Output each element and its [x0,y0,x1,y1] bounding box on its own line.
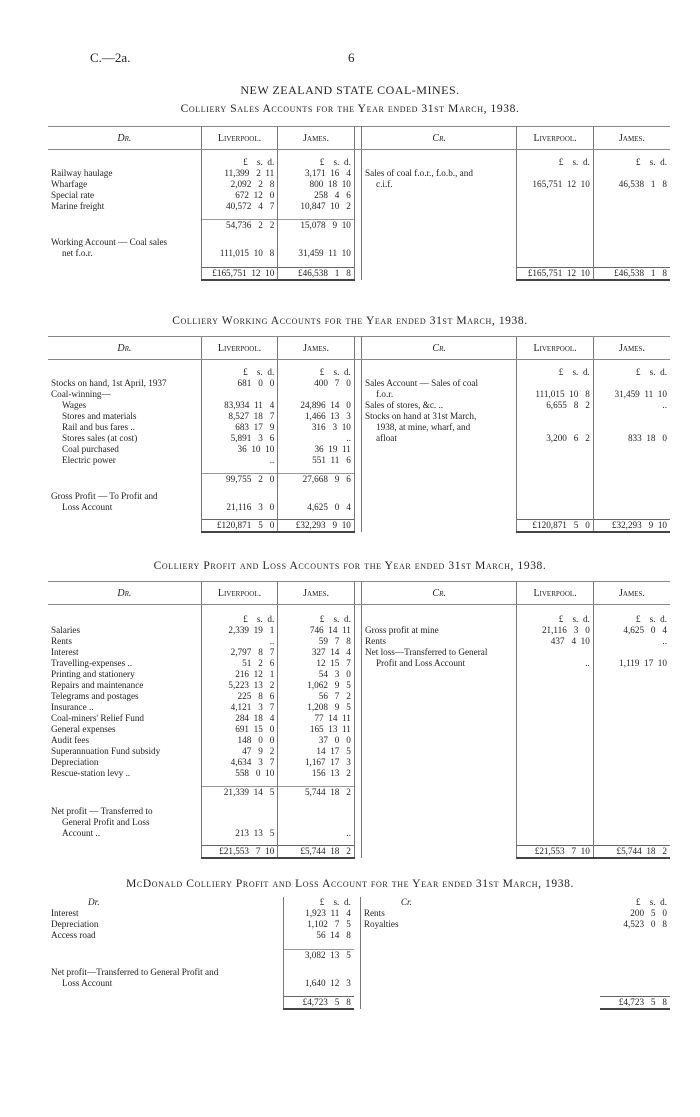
james-value: 1,119 17 10 [593,658,670,669]
liverpool-heading: Liverpool. [201,337,278,360]
james-heading: James. [278,127,355,150]
liverpool-heading: Liverpool. [201,127,278,150]
subtotal-liverpool: 54,736 2 2 [201,220,278,232]
table-row [48,669,670,680]
liverpool-value: 691 15 0 [201,724,278,735]
total-value: £4,723 5 8 [600,997,670,1010]
total-james: £46,538 1 8 [278,267,355,280]
row-label: Coal-winning— [51,388,111,399]
james-value: .. [593,636,670,647]
table-row [48,422,670,433]
row-label: Marine freight [51,200,105,211]
dr-heading: Dr. [48,127,201,150]
liverpool-value: 6,655 8 2 [517,400,594,411]
james-value: 746 14 11 [278,625,355,636]
lsd-header: £ s. d. [593,360,670,378]
james-value [593,422,670,433]
liverpool-value: 83,934 11 4 [201,400,278,411]
james-value: 400 7 0 [278,378,355,389]
table-row [48,378,670,389]
row-label: Rents [363,908,385,918]
lsd-header: £ s. d. [517,605,594,625]
table-row [48,658,670,669]
liverpool-value: .. [201,455,278,466]
row-value: 1,102 7 5 [284,919,354,930]
subtotal-liverpool: 21,339 14 5 [201,787,278,799]
james-value: .. [278,828,355,839]
row-label: 1938, at mine, wharf, and [376,421,471,432]
sales-title: Colliery Sales Accounts for the Year ended 31st March, 1938. [180,103,520,115]
liverpool-heading: Liverpool. [201,582,278,605]
total-liverpool: £120,871 5 0 [517,519,594,532]
james-heading: James. [278,337,355,360]
james-value: 59 7 8 [278,636,355,647]
lsd-header: £ s. d. [593,150,670,168]
james-value: 4,625 0 4 [593,625,670,636]
table-row [48,433,670,444]
james-value: 800 18 10 [278,179,355,190]
table-row [48,908,670,919]
liverpool-value: 437 4 10 [517,636,594,647]
table-row [48,702,670,713]
table-row [48,680,670,691]
liverpool-value: 284 18 4 [201,713,278,724]
lsd-header: £ s. d. [201,150,278,168]
james-value: 56 7 2 [278,691,355,702]
lsd-header: £ s. d. [278,605,355,625]
lsd-header: £ s. d. [278,360,355,378]
liverpool-value: 148 0 0 [201,735,278,746]
table-row [48,724,670,735]
row-label: Stocks on hand at 31st March, [365,410,477,421]
row-label: Net profit—Transferred to General Profit and [51,966,219,977]
lsd-header: £ s. d. [635,897,667,907]
row-label: Rents [51,635,72,646]
total-liverpool: £165,751 12 10 [517,267,594,280]
table-row [48,179,670,190]
liverpool-value: 21,116 3 0 [517,625,594,636]
james-value: 833 18 0 [593,433,670,444]
liverpool-value: 2,092 2 8 [201,179,278,190]
liverpool-value: 683 17 9 [201,422,278,433]
row-label: Travelling-expenses .. [51,657,133,668]
lsd-header: £ s. d. [278,150,355,168]
row-label: Sales of stores, &c. .. [365,399,444,410]
total-liverpool: £21,553 7 10 [201,845,278,858]
james-value [278,389,355,400]
lsd-header: £ s. d. [201,360,278,378]
row-label: Account .. [62,828,101,838]
liverpool-value: .. [201,636,278,647]
row-label: Gross profit at mine [365,624,439,635]
row-label: Access road [51,930,96,940]
row-label: Rents [365,635,386,646]
total-james: £46,538 1 8 [593,267,670,280]
row-label: Wharfage [51,178,88,189]
total-james: £5,744 18 2 [278,845,355,858]
james-value: 37 0 0 [278,735,355,746]
james-value: 551 11 6 [278,455,355,466]
row-label: Stores and materials [62,410,137,421]
total-james: £5,744 18 2 [593,845,670,858]
row-label: Interest [51,646,79,657]
liverpool-value: 51 2 6 [201,658,278,669]
row-label: Rail and bus fares .. [62,421,135,432]
total-value: £4,723 5 8 [284,997,354,1010]
liverpool-value: 165,751 12 10 [517,179,594,190]
working-title: Colliery Working Accounts for the Year ended 31st March, 1938. [172,315,528,327]
subtotal-james: 15,078 9 10 [278,220,355,232]
liverpool-value: 111,015 10 8 [517,389,594,400]
subtotal-james: 5,744 18 2 [278,787,355,799]
document-title: NEW ZEALAND STATE COAL-MINES. [240,83,460,97]
lsd-header: £ s. d. [517,150,594,168]
dr-heading: Dr. [48,337,201,360]
row-label: Audit fees [51,734,90,745]
james-value: 258 4 6 [278,190,355,201]
subtotal-liverpool: 99,755 2 0 [201,474,278,486]
row-label: f.o.r. [376,388,394,399]
table-row [48,746,670,757]
row-value: 1,640 12 3 [284,978,354,989]
table-row [48,757,670,768]
liverpool-value [201,389,278,400]
james-value: 12 15 7 [278,658,355,669]
liverpool-value: 558 0 10 [201,768,278,779]
row-label: Net loss—Transferred to General [365,646,488,657]
liverpool-value: 111,015 10 8 [201,248,278,259]
total-james: £32,293 9 10 [278,519,355,532]
row-label: afloat [376,432,397,443]
liverpool-value [517,411,594,422]
page-number: 6 [348,50,355,65]
pl-table [48,581,670,859]
table-row [48,647,670,658]
row-label: Rescue-station levy .. [51,767,131,778]
table-row [48,930,670,941]
liverpool-value: 47 9 2 [201,746,278,757]
total-james: £32,293 9 10 [593,519,670,532]
table-row [48,691,670,702]
liverpool-heading: Liverpool. [517,582,594,605]
row-label: Superannuation Fund subsidy [51,745,161,756]
row-label: Loss Account [62,977,113,988]
table-row [48,190,670,201]
james-heading: James. [278,582,355,605]
james-value [593,378,670,389]
row-value: 1,923 11 4 [284,908,354,919]
liverpool-value: 2,339 19 1 [201,625,278,636]
table-row [48,411,670,422]
james-value: 156 13 2 [278,768,355,779]
liverpool-heading: Liverpool. [517,127,594,150]
liverpool-value: .. [517,658,594,669]
james-heading: James. [593,127,670,150]
lsd-header: £ s. d. [201,605,278,625]
row-value: 4,523 0 8 [623,919,667,929]
liverpool-value: 216 12 1 [201,669,278,680]
table-row [48,168,670,179]
james-value: 77 14 11 [278,713,355,724]
row-label: net f.o.r. [62,248,93,258]
cr-heading: Cr. [400,897,412,907]
table-row [48,201,670,212]
james-value: 36 19 11 [278,444,355,455]
row-label: Working Account — Coal sales [51,237,168,247]
row-label: Depreciation [51,756,99,767]
liverpool-value: 36 10 10 [201,444,278,455]
subtotal-value: 3,082 13 5 [284,949,354,961]
total-liverpool: £165,751 12 10 [201,267,278,280]
table-row [48,919,670,930]
row-label: Stocks on hand, 1st April, 1937 [51,377,167,388]
liverpool-value: 672 12 0 [201,190,278,201]
row-label: Stores sales (at cost) [62,432,138,443]
row-label: Special rate [51,189,95,200]
lsd-header: £ s. d. [284,897,354,908]
james-value: 3,171 16 4 [278,168,355,179]
row-label: Salaries [51,624,81,635]
row-label: Wages [62,399,87,410]
james-value: 327 14 4 [278,647,355,658]
liverpool-value: 5,891 3 6 [201,433,278,444]
pl-title: Colliery Profit and Loss Accounts for the Year ended 31st March, 1938. [153,560,547,572]
total-liverpool: £120,871 5 0 [201,519,278,532]
row-label: Insurance .. [51,701,94,712]
james-value: 165 13 11 [278,724,355,735]
mcdonald-table [48,897,670,1010]
liverpool-value: 3,200 6 2 [517,433,594,444]
james-value [593,411,670,422]
table-row [48,625,670,636]
row-label: Gross Profit — To Profit and [51,491,158,501]
james-value: 31,459 11 10 [593,389,670,400]
james-value: 46,538 1 8 [593,179,670,190]
table-row [48,389,670,400]
row-label: c.i.f. [376,178,393,189]
liverpool-heading: Liverpool. [517,337,594,360]
liverpool-value: 4,121 3 7 [201,702,278,713]
liverpool-value: 8,527 18 7 [201,411,278,422]
row-label: Depreciation [51,919,99,929]
liverpool-value: 225 8 6 [201,691,278,702]
subtotal-james: 27,668 9 6 [278,474,355,486]
row-label: Electric power [62,454,116,465]
row-label: General expenses [51,723,116,734]
liverpool-value: 40,572 4 7 [201,201,278,212]
james-value: 14 17 5 [278,746,355,757]
james-value: 1,167 17 3 [278,757,355,768]
liverpool-value [517,422,594,433]
report-code: C.—2a. [90,50,131,65]
table-row [48,444,670,455]
row-label: Profit and Loss Account [376,657,466,668]
row-label: Sales Account — Sales of coal [365,377,479,388]
table-row [48,735,670,746]
table-row [48,400,670,411]
row-label: Railway haulage [51,167,113,178]
james-value: 54 3 0 [278,669,355,680]
row-label: General Profit and Loss [62,817,150,827]
row-label: Interest [51,908,79,918]
james-heading: James. [593,582,670,605]
row-label: Coal-miners' Relief Fund [51,712,145,723]
lsd-header: £ s. d. [517,360,594,378]
cr-heading: Cr. [362,127,517,150]
table-row [48,713,670,724]
row-value: 200 5 0 [630,908,667,918]
dr-heading: Dr. [88,897,100,907]
row-label: Net profit — Transferred to [51,806,153,816]
row-label: Sales of coal f.o.r., f.o.b., and [365,167,473,178]
dr-heading: Dr. [48,582,201,605]
table-row [48,636,670,647]
row-label: Telegrams and postages [51,690,139,701]
liverpool-value: 11,399 2 11 [201,168,278,179]
row-label: Printing and stationery [51,668,135,679]
james-value: 4,625 0 4 [278,502,355,513]
liverpool-value [517,378,594,389]
james-value: 316 3 10 [278,422,355,433]
row-value: 56 14 8 [284,930,354,941]
liverpool-value: 681 0 0 [201,378,278,389]
row-label: Loss Account [62,502,113,512]
liverpool-value: 2,797 8 7 [201,647,278,658]
james-value: 1,062 9 5 [278,680,355,691]
james-value: 1,208 9 5 [278,702,355,713]
liverpool-value: 5,223 13 2 [201,680,278,691]
sales-table [48,126,670,281]
lsd-header: £ s. d. [593,605,670,625]
james-value: 31,459 11 10 [278,248,355,259]
liverpool-value: 4,634 3 7 [201,757,278,768]
cr-heading: Cr. [362,337,517,360]
total-liverpool: £21,553 7 10 [517,845,594,858]
row-label: Royalties [363,919,399,929]
table-row [48,455,670,466]
working-table [48,336,670,533]
liverpool-value: 21,116 3 0 [201,502,278,513]
table-row [48,768,670,779]
cr-heading: Cr. [362,582,517,605]
row-label: Repairs and maintenance [51,679,144,690]
james-heading: James. [593,337,670,360]
james-value: 10,847 10 2 [278,201,355,212]
james-value: 24,896 14 0 [278,400,355,411]
mcdonald-title: McDonald Colliery Profit and Loss Account for the Year ended 31st March, 1938. [126,878,574,890]
row-label: Coal purchased [62,443,119,454]
james-value: .. [593,400,670,411]
liverpool-value: 213 13 5 [201,828,278,839]
james-value: 1,466 13 3 [278,411,355,422]
james-value: .. [278,433,355,444]
